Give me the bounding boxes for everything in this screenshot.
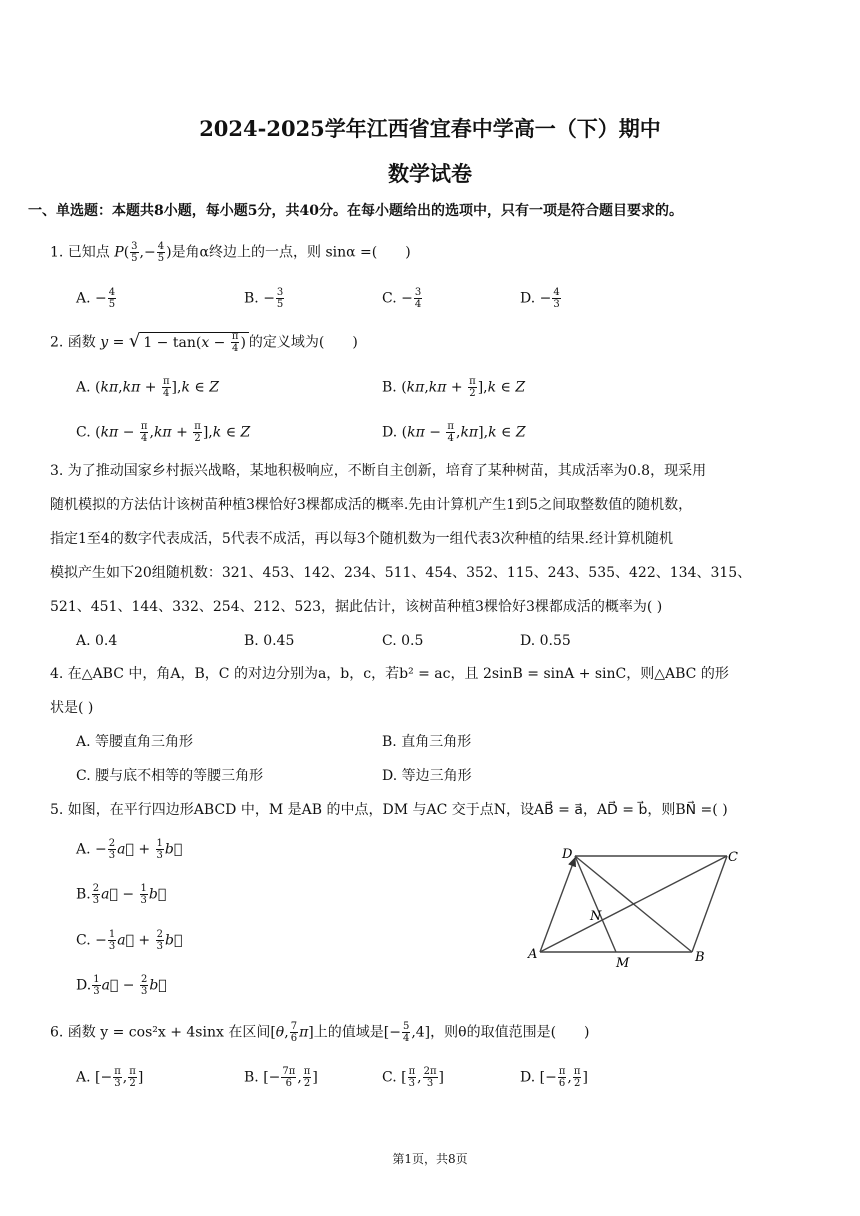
q3-option-c[interactable]: C. 0.5 bbox=[382, 633, 424, 649]
q5-option-b[interactable]: B. $\frac{2}{3}$ a⃗ − $\frac{1}{3}$ b⃗ bbox=[76, 883, 167, 906]
q4-option-d[interactable]: D. 等边三角形 bbox=[382, 768, 472, 784]
q5-option-d[interactable]: D. $\frac{1}{3}$ a⃗ − $\frac{2}{3}$ b⃗ bbox=[76, 974, 167, 997]
page-subtitle: 数学试卷 bbox=[388, 161, 472, 186]
q3-line-1: 3. 为了推动国家乡村振兴战略，某地积极响应，不断自主创新，培育了某种树苗，其成活率为0.8，现采用 bbox=[50, 463, 707, 479]
label-a: A bbox=[528, 947, 538, 962]
label-c: C bbox=[728, 850, 738, 865]
q4-line-1: 4. 在△ABC 中，角A，B，C 的对边分别为a，b，c，若b² = ac，且 2sinB = sinA + sinC，则△ABC 的形 bbox=[50, 666, 729, 682]
q3-option-a[interactable]: A. 0.4 bbox=[76, 633, 118, 649]
page-footer: 第1页，共8页 bbox=[392, 1152, 468, 1166]
parallelogram-figure bbox=[520, 840, 750, 975]
q2-option-d[interactable]: D. (kπ − $\frac{\pi}{4}$ ,kπ],k ∈ Z bbox=[382, 421, 526, 444]
q6-option-c[interactable]: C. [ $\frac{\pi}{3}$ , $\frac{2\pi}{3}$ ] bbox=[382, 1066, 445, 1089]
q1-option-a[interactable]: A. − $\frac{4}{5}$ bbox=[76, 287, 116, 310]
page-title: 2024-2025学年江西省宜春中学高一（下）期中 bbox=[199, 116, 661, 141]
q1-option-b[interactable]: B. − $\frac{3}{5}$ bbox=[244, 287, 284, 310]
section-heading: 一、单选题：本题共8小题，每小题5分，共40分。在每小题给出的选项中，只有一项是符合题目要求的。 bbox=[28, 203, 683, 219]
label-m: M bbox=[616, 956, 630, 971]
q5-stem: 5. 如图，在平行四边形ABCD 中，M 是AB 的中点，DM 与AC 交于点N，设AB⃗ = a⃗，AD⃗ = b⃗，则BN⃗ =( ) bbox=[50, 802, 728, 818]
q2-stem: 2. 函数 y = √ 1 − tan(x − $\frac{\pi}{4}$ ) 的定义域为( ) bbox=[50, 330, 358, 354]
q3-line-2: 随机模拟的方法估计该树苗种植3棵恰好3棵都成活的概率.先由计算机产生1到5之间取整数值的随机数， bbox=[50, 497, 693, 513]
q3-line-5: 521、451、144、332、254、212、523，据此估计，该树苗种植3棵恰好3棵都成活的概率为( ) bbox=[50, 599, 663, 615]
q2-option-a[interactable]: A. (kπ,kπ + $\frac{\pi}{4}$ ],k ∈ Z bbox=[76, 376, 219, 399]
q6-option-a[interactable]: A. [− $\frac{\pi}{3}$ , $\frac{\pi}{2}$ ] bbox=[76, 1066, 144, 1089]
q1-option-c[interactable]: C. − $\frac{3}{4}$ bbox=[382, 287, 422, 310]
q1-option-d[interactable]: D. − $\frac{4}{3}$ bbox=[520, 287, 560, 310]
q3-line-4: 模拟产生如下20组随机数：321、453、142、234、511、454、352、115、243、535、422、134、315、 bbox=[50, 565, 752, 581]
q4-line-2: 状是( ) bbox=[50, 700, 94, 716]
q5-option-a[interactable]: A. − $\frac{2}{3}$ a⃗ + $\frac{1}{3}$ b⃗ bbox=[76, 838, 183, 861]
q4-option-c[interactable]: C. 腰与底不相等的等腰三角形 bbox=[76, 768, 264, 784]
q4-option-b[interactable]: B. 直角三角形 bbox=[382, 734, 472, 750]
q6-option-b[interactable]: B. [− $\frac{7\pi}{6}$ , $\frac{\pi}{2}$ ] bbox=[244, 1066, 318, 1089]
q4-option-a[interactable]: A. 等腰直角三角形 bbox=[76, 734, 194, 750]
q1-stem: 1. 已知点 P( $\frac{3}{5}$ ,− $\frac{4}{5}$ )是角α终边上的一点，则 sinα =( ) bbox=[50, 241, 411, 264]
q6-stem: 6. 函数 y = cos²x + 4sinx 在区间[θ, $\frac{7}{6}$ π]上的值域是[− $\frac{5}{4}$ ,4]，则θ的取值范围是( ) bbox=[50, 1021, 590, 1044]
q2-option-b[interactable]: B. (kπ,kπ + $\frac{\pi}{2}$ ],k ∈ Z bbox=[382, 376, 526, 399]
q2-option-c[interactable]: C. (kπ − $\frac{\pi}{4}$ ,kπ + $\frac{\pi}{2}$ ],k ∈ Z bbox=[76, 421, 251, 444]
label-d: D bbox=[562, 847, 573, 862]
label-n: N bbox=[590, 909, 602, 924]
q5-option-c[interactable]: C. − $\frac{1}{3}$ a⃗ + $\frac{2}{3}$ b⃗ bbox=[76, 929, 183, 952]
label-b: B bbox=[695, 950, 705, 965]
q3-option-d[interactable]: D. 0.55 bbox=[520, 633, 571, 649]
q3-option-b[interactable]: B. 0.45 bbox=[244, 633, 295, 649]
q6-option-d[interactable]: D. [− $\frac{\pi}{6}$ , $\frac{\pi}{2}$ ] bbox=[520, 1066, 588, 1089]
q3-line-3: 指定1至4的数字代表成活，5代表不成活，再以每3个随机数为一组代表3次种植的结果.经计算机随机 bbox=[50, 531, 673, 547]
